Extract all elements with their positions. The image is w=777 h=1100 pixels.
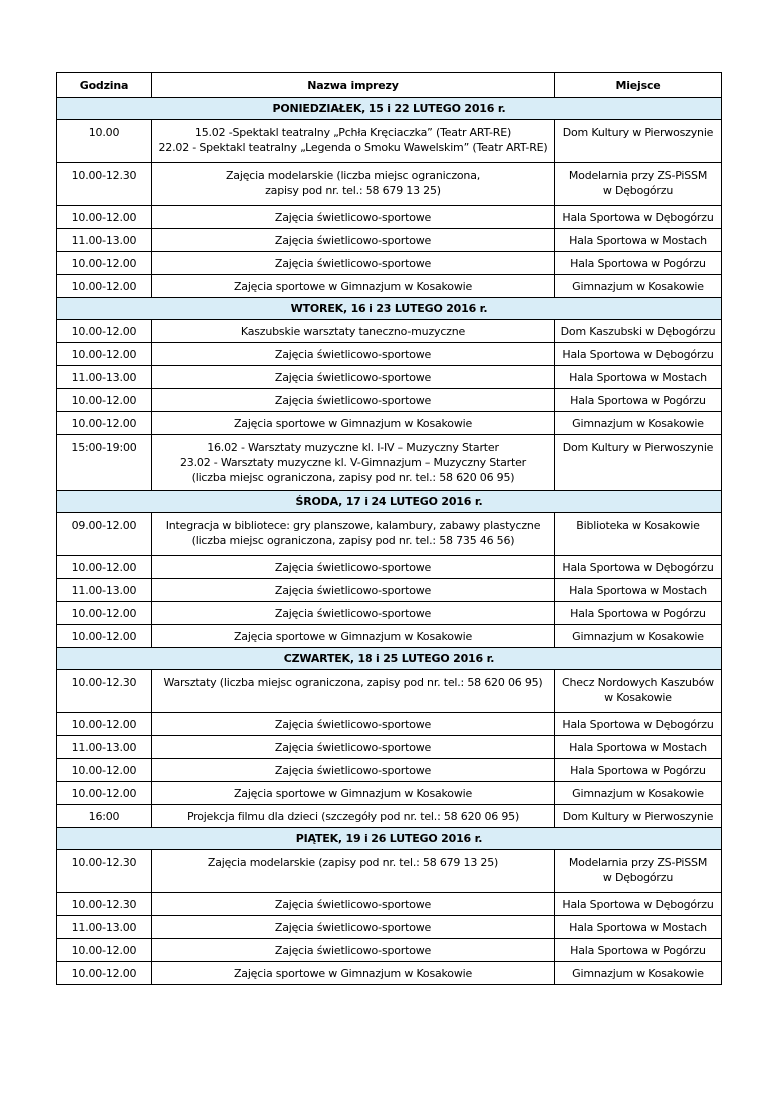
event-line: Zajęcia świetlicowo-sportowe bbox=[274, 606, 432, 620]
time-cell: 11.00-13.00 bbox=[57, 366, 152, 389]
table-row bbox=[57, 579, 722, 602]
place-line: Hala Sportowa w Pogórzu bbox=[570, 393, 706, 407]
table-row bbox=[57, 366, 722, 389]
place-line: Hala Sportowa w Dębogórzu bbox=[562, 210, 714, 224]
event-line: Zajęcia sportowe w Gimnazjum w Kosakowie bbox=[233, 786, 473, 800]
event-line: Zajęcia sportowe w Gimnazjum w Kosakowie bbox=[233, 966, 473, 980]
day-header-row bbox=[57, 648, 722, 670]
event-line: Zajęcia świetlicowo-sportowe bbox=[274, 210, 432, 224]
place-line: Hala Sportowa w Pogórzu bbox=[570, 943, 706, 957]
event-line: Projekcja filmu dla dzieci (szczegóły pod nr. tel.: 58 620 06 95) bbox=[186, 809, 520, 823]
place-line: Dom Kultury w Pierwoszynie bbox=[562, 809, 714, 823]
place-line: Hala Sportowa w Mostach bbox=[569, 740, 707, 754]
event-cell bbox=[152, 320, 555, 343]
day-title: CZWARTEK, 18 i 25 LUTEGO 2016 r. bbox=[57, 648, 722, 670]
time-cell: 10.00-12.00 bbox=[57, 759, 152, 782]
event-cell bbox=[152, 229, 555, 252]
event-cell bbox=[152, 556, 555, 579]
time-cell: 16:00 bbox=[57, 805, 152, 828]
day-header-row bbox=[57, 298, 722, 320]
event-line: Zajęcia sportowe w Gimnazjum w Kosakowie bbox=[233, 416, 473, 430]
place-cell bbox=[555, 343, 722, 366]
table-row bbox=[57, 229, 722, 252]
day-header-row bbox=[57, 491, 722, 513]
table-row bbox=[57, 625, 722, 648]
event-line: Warsztaty (liczba miejsc ograniczona, zapisy pod nr. tel.: 58 620 06 95) bbox=[163, 676, 543, 689]
day-title: WTOREK, 16 i 23 LUTEGO 2016 r. bbox=[57, 298, 722, 320]
event-cell bbox=[152, 366, 555, 389]
time-cell: 10.00-12.30 bbox=[57, 893, 152, 916]
time-cell: 10.00-12.00 bbox=[57, 389, 152, 412]
place-line: Hala Sportowa w Dębogórzu bbox=[562, 717, 714, 731]
event-cell bbox=[152, 850, 555, 893]
event-cell bbox=[152, 625, 555, 648]
table-row bbox=[57, 120, 722, 163]
table-row bbox=[57, 713, 722, 736]
place-line: Gimnazjum w Kosakowie bbox=[572, 786, 704, 800]
time-cell: 10.00-12.00 bbox=[57, 962, 152, 985]
event-line: Zajęcia świetlicowo-sportowe bbox=[274, 393, 432, 407]
event-line: Zajęcia modelarskie (liczba miejsc ograniczona, bbox=[225, 169, 481, 182]
event-cell bbox=[152, 579, 555, 602]
event-cell bbox=[152, 939, 555, 962]
event-line: Zajęcia sportowe w Gimnazjum w Kosakowie bbox=[233, 629, 473, 643]
event-cell bbox=[152, 412, 555, 435]
time-cell: 10.00-12.00 bbox=[57, 602, 152, 625]
event-cell bbox=[152, 670, 555, 713]
time-cell: 10.00-12.00 bbox=[57, 713, 152, 736]
event-cell bbox=[152, 275, 555, 298]
table-row bbox=[57, 759, 722, 782]
place-cell bbox=[555, 759, 722, 782]
event-line: Zajęcia świetlicowo-sportowe bbox=[274, 897, 432, 911]
event-cell bbox=[152, 713, 555, 736]
place-cell bbox=[555, 805, 722, 828]
header-place: Miejsce bbox=[555, 73, 722, 98]
table-row bbox=[57, 206, 722, 229]
event-line: Zajęcia świetlicowo-sportowe bbox=[274, 370, 432, 384]
place-cell bbox=[555, 206, 722, 229]
day-header-row bbox=[57, 828, 722, 850]
event-cell bbox=[152, 252, 555, 275]
time-cell: 10.00-12.00 bbox=[57, 556, 152, 579]
place-line: Hala Sportowa w Dębogórzu bbox=[562, 347, 714, 361]
table-row bbox=[57, 916, 722, 939]
header-time: Godzina bbox=[57, 73, 152, 98]
event-cell bbox=[152, 513, 555, 556]
place-cell bbox=[555, 893, 722, 916]
place-cell bbox=[555, 163, 722, 206]
place-line: w Dębogórzu bbox=[602, 184, 674, 197]
schedule-body bbox=[57, 98, 722, 985]
table-row bbox=[57, 435, 722, 491]
event-line: (liczba miejsc ograniczona, zapisy pod nr. tel.: 58 620 06 95) bbox=[191, 471, 515, 484]
table-row bbox=[57, 513, 722, 556]
event-cell bbox=[152, 206, 555, 229]
event-line: Zajęcia świetlicowo-sportowe bbox=[274, 740, 432, 754]
place-cell bbox=[555, 412, 722, 435]
time-cell: 10.00-12.00 bbox=[57, 939, 152, 962]
time-cell: 10.00 bbox=[57, 120, 152, 163]
event-cell bbox=[152, 389, 555, 412]
event-cell bbox=[152, 916, 555, 939]
place-cell bbox=[555, 435, 722, 491]
place-cell bbox=[555, 939, 722, 962]
place-line: Hala Sportowa w Pogórzu bbox=[570, 256, 706, 270]
place-cell bbox=[555, 782, 722, 805]
place-line: Hala Sportowa w Dębogórzu bbox=[562, 897, 714, 911]
event-cell bbox=[152, 602, 555, 625]
table-row bbox=[57, 893, 722, 916]
table-row bbox=[57, 736, 722, 759]
time-cell: 10.00-12.00 bbox=[57, 782, 152, 805]
day-title: ŚRODA, 17 i 24 LUTEGO 2016 r. bbox=[57, 491, 722, 513]
event-cell bbox=[152, 343, 555, 366]
place-cell bbox=[555, 713, 722, 736]
place-line: Gimnazjum w Kosakowie bbox=[572, 279, 704, 293]
time-cell: 10.00-12.00 bbox=[57, 343, 152, 366]
day-header-row bbox=[57, 98, 722, 120]
event-cell bbox=[152, 435, 555, 491]
table-row bbox=[57, 252, 722, 275]
event-line: zapisy pod nr. tel.: 58 679 13 25) bbox=[265, 184, 441, 197]
event-cell bbox=[152, 736, 555, 759]
table-row bbox=[57, 412, 722, 435]
place-line: Checz Nordowych Kaszubów bbox=[562, 676, 714, 689]
table-row bbox=[57, 556, 722, 579]
event-cell bbox=[152, 962, 555, 985]
header-event: Nazwa imprezy bbox=[152, 73, 555, 98]
place-line: Gimnazjum w Kosakowie bbox=[572, 416, 704, 430]
event-line: 15.02 -Spektakl teatralny „Pchła Kręciaczka” (Teatr ART-RE) bbox=[194, 126, 512, 139]
event-cell bbox=[152, 805, 555, 828]
event-line: 22.02 - Spektakl teatralny „Legenda o Smoku Wawelskim” (Teatr ART-RE) bbox=[158, 141, 548, 154]
time-cell: 10.00-12.00 bbox=[57, 206, 152, 229]
table-row bbox=[57, 275, 722, 298]
place-cell bbox=[555, 556, 722, 579]
time-cell: 10.00-12.00 bbox=[57, 625, 152, 648]
event-line: Zajęcia świetlicowo-sportowe bbox=[274, 256, 432, 270]
day-title: PIĄTEK, 19 i 26 LUTEGO 2016 r. bbox=[57, 828, 722, 850]
time-cell: 10.00-12.00 bbox=[57, 252, 152, 275]
event-line: Zajęcia świetlicowo-sportowe bbox=[274, 560, 432, 574]
place-line: w Dębogórzu bbox=[602, 871, 674, 884]
place-line: Hala Sportowa w Pogórzu bbox=[570, 606, 706, 620]
event-line: Zajęcia świetlicowo-sportowe bbox=[274, 717, 432, 731]
table-row bbox=[57, 805, 722, 828]
place-cell bbox=[555, 513, 722, 556]
table-row bbox=[57, 320, 722, 343]
place-cell bbox=[555, 275, 722, 298]
place-line: Modelarnia przy ZS-PiSSM bbox=[568, 856, 708, 869]
event-line: Zajęcia świetlicowo-sportowe bbox=[274, 233, 432, 247]
place-cell bbox=[555, 916, 722, 939]
place-line: Dom Kaszubski w Dębogórzu bbox=[560, 324, 716, 338]
place-cell bbox=[555, 736, 722, 759]
event-line: 23.02 - Warsztaty muzyczne kl. V-Gimnazjum – Muzyczny Starter bbox=[180, 456, 526, 469]
header-row bbox=[57, 73, 722, 98]
table-row bbox=[57, 343, 722, 366]
place-line: Hala Sportowa w Pogórzu bbox=[570, 763, 706, 777]
place-cell bbox=[555, 962, 722, 985]
event-line: Zajęcia świetlicowo-sportowe bbox=[274, 920, 432, 934]
event-cell bbox=[152, 759, 555, 782]
event-cell bbox=[152, 893, 555, 916]
place-cell bbox=[555, 625, 722, 648]
event-cell bbox=[152, 120, 555, 163]
time-cell: 11.00-13.00 bbox=[57, 916, 152, 939]
event-line: Zajęcia modelarskie (zapisy pod nr. tel.: 58 679 13 25) bbox=[207, 856, 499, 869]
place-line: Hala Sportowa w Dębogórzu bbox=[562, 560, 714, 574]
place-cell bbox=[555, 320, 722, 343]
time-cell: 10.00-12.30 bbox=[57, 163, 152, 206]
place-line: Gimnazjum w Kosakowie bbox=[572, 629, 704, 643]
table-row bbox=[57, 670, 722, 713]
time-cell: 15:00-19:00 bbox=[57, 435, 152, 491]
time-cell: 10.00-12.30 bbox=[57, 670, 152, 713]
place-line: Biblioteka w Kosakowie bbox=[576, 519, 700, 532]
place-line: Hala Sportowa w Mostach bbox=[569, 370, 707, 384]
event-cell bbox=[152, 782, 555, 805]
table-row bbox=[57, 602, 722, 625]
event-line: Integracja w bibliotece: gry planszowe, kalambury, zabawy plastyczne bbox=[165, 519, 541, 532]
time-cell: 10.00-12.00 bbox=[57, 275, 152, 298]
place-cell bbox=[555, 850, 722, 893]
event-line: Zajęcia świetlicowo-sportowe bbox=[274, 347, 432, 361]
time-cell: 09.00-12.00 bbox=[57, 513, 152, 556]
event-line: 16.02 - Warsztaty muzyczne kl. I-IV – Muzyczny Starter bbox=[207, 441, 499, 454]
place-cell bbox=[555, 602, 722, 625]
event-line: Zajęcia świetlicowo-sportowe bbox=[274, 763, 432, 777]
place-cell bbox=[555, 229, 722, 252]
table-row bbox=[57, 850, 722, 893]
place-line: Dom Kultury w Pierwoszynie bbox=[562, 126, 714, 139]
event-line: Zajęcia świetlicowo-sportowe bbox=[274, 583, 432, 597]
time-cell: 10.00-12.00 bbox=[57, 320, 152, 343]
place-line: Hala Sportowa w Mostach bbox=[569, 583, 707, 597]
schedule-table bbox=[56, 72, 722, 985]
event-line: Kaszubskie warsztaty taneczno-muzyczne bbox=[240, 324, 466, 338]
place-cell bbox=[555, 252, 722, 275]
time-cell: 11.00-13.00 bbox=[57, 229, 152, 252]
day-title: PONIEDZIAŁEK, 15 i 22 LUTEGO 2016 r. bbox=[57, 98, 722, 120]
time-cell: 11.00-13.00 bbox=[57, 736, 152, 759]
place-cell bbox=[555, 120, 722, 163]
time-cell: 11.00-13.00 bbox=[57, 579, 152, 602]
place-line: Modelarnia przy ZS-PiSSM bbox=[568, 169, 708, 182]
event-line: Zajęcia sportowe w Gimnazjum w Kosakowie bbox=[233, 279, 473, 293]
table-row bbox=[57, 163, 722, 206]
place-cell bbox=[555, 389, 722, 412]
place-cell bbox=[555, 670, 722, 713]
event-cell bbox=[152, 163, 555, 206]
place-cell bbox=[555, 366, 722, 389]
time-cell: 10.00-12.30 bbox=[57, 850, 152, 893]
table-row bbox=[57, 389, 722, 412]
place-line: Hala Sportowa w Mostach bbox=[569, 233, 707, 247]
table-row bbox=[57, 782, 722, 805]
place-line: Hala Sportowa w Mostach bbox=[569, 920, 707, 934]
place-cell bbox=[555, 579, 722, 602]
place-line: Gimnazjum w Kosakowie bbox=[572, 966, 704, 980]
place-line: Dom Kultury w Pierwoszynie bbox=[562, 441, 714, 454]
table-row bbox=[57, 962, 722, 985]
time-cell: 10.00-12.00 bbox=[57, 412, 152, 435]
event-line: (liczba miejsc ograniczona, zapisy pod nr. tel.: 58 735 46 56) bbox=[191, 534, 515, 547]
place-line: w Kosakowie bbox=[604, 691, 672, 704]
table-row bbox=[57, 939, 722, 962]
event-line: Zajęcia świetlicowo-sportowe bbox=[274, 943, 432, 957]
